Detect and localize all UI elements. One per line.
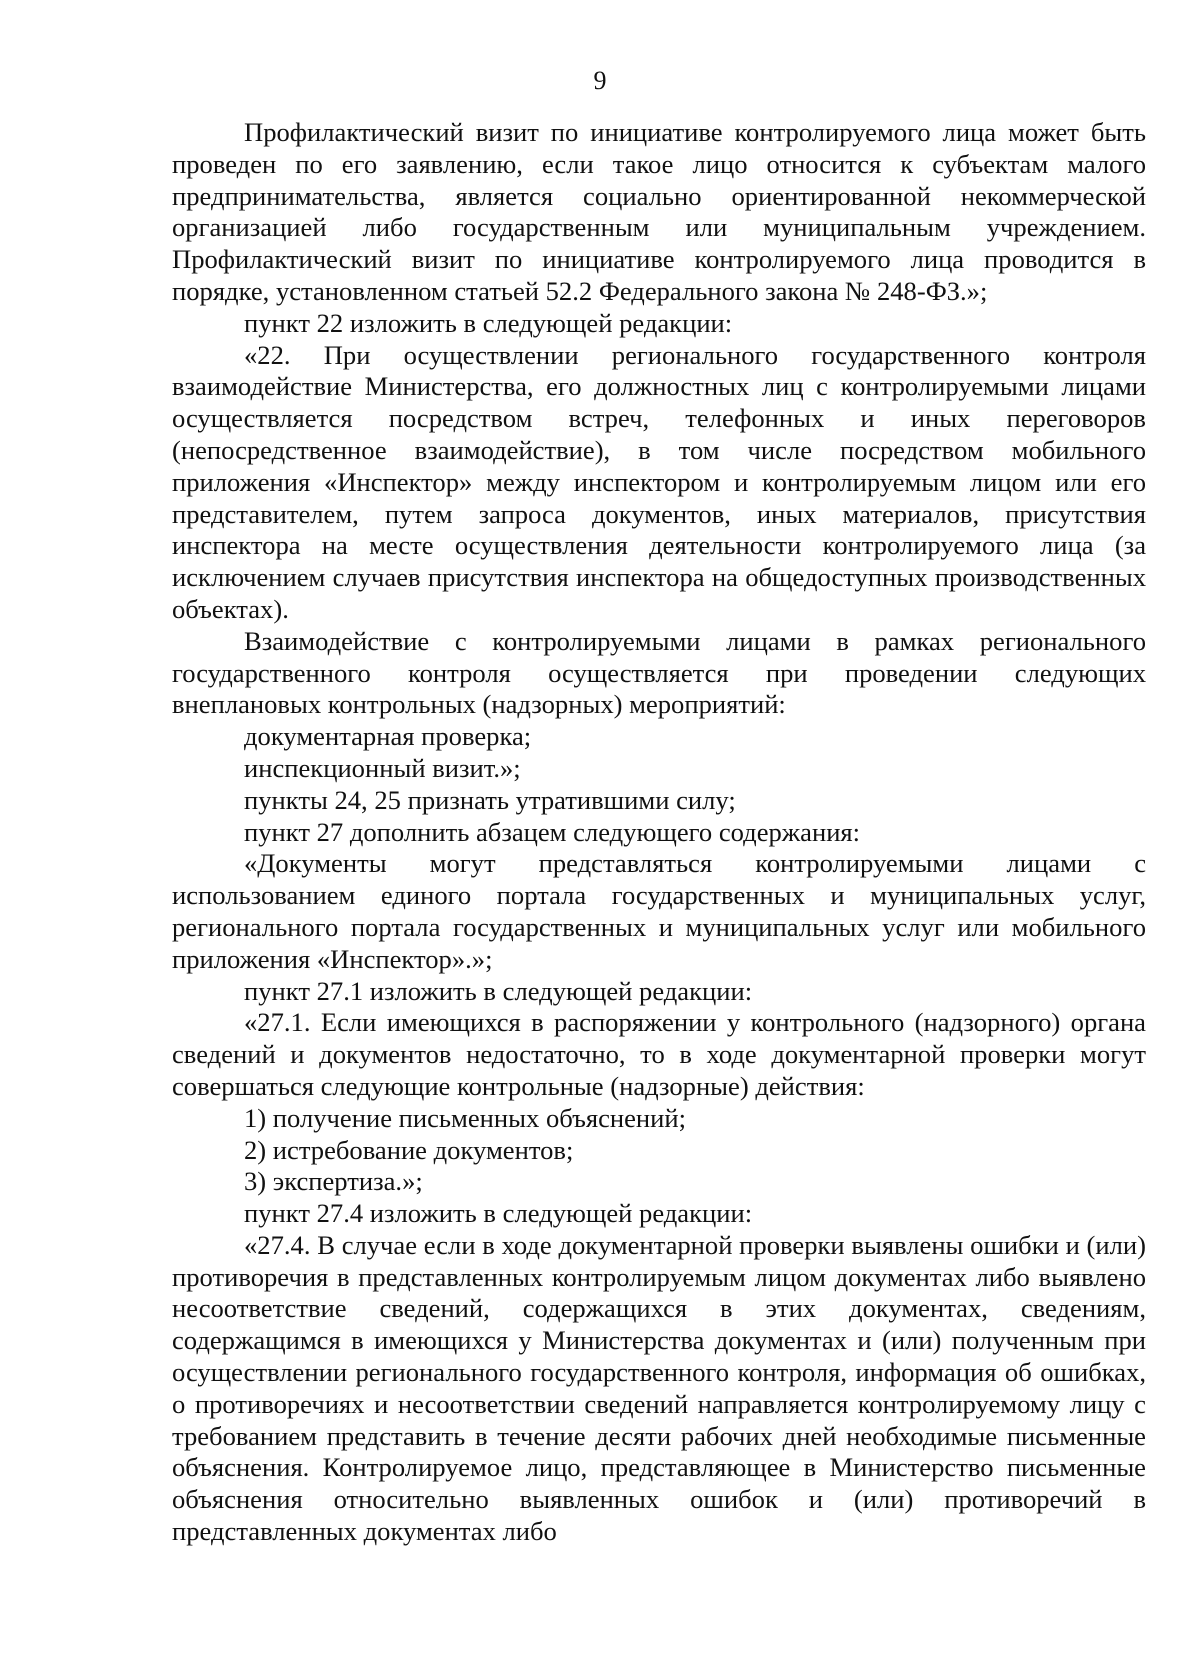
paragraph-item-27-4-text: «27.4. В случае если в ходе документарной проверки выявлены ошибки и (или) противоречия в представленных контролируемым лицом документах либо выявлено несоответствие сведений, содержащихся в этих документах, сведениям, содержащимся в имеющихся у Министерства документах и (или) полученным при осуществлении регионального государственного контроля, информация об ошибках, о противоречиях и несоответствии сведений направляется контролируемому лицу с требованием представить в течение десяти рабочих дней необходимые письменные объяснения. Контролируемое лицо, представляющее в Министерство письменные объяснения относительно выявленных ошибок и (или) противоречий в представленных документах либо (172, 1229, 1146, 1547)
list-item-document-request: 2) истребование документов; (244, 1134, 574, 1165)
page-number: 9 (593, 66, 607, 95)
paragraph-item-22-intro: пункт 22 изложить в следующей редакции: (244, 307, 733, 338)
paragraph-item-22-text: «22. При осуществлении регионального государственного контроля взаимодействие Министерства, его должностных лиц с контролируемыми лицами осуществляется посредством встреч, телефонных и иных переговоров (непосредственное взаимодействие), в том числе посредством мобильного приложения «Инспектор» между инспектором и контролируемым лицом или его представителем, путем запроса документов, иных материалов, присутствия инспектора на месте осуществления деятельности контролируемого лица (за исключением случаев присутствия инспектора на общедоступных производственных объектах). (172, 339, 1146, 624)
paragraph-interaction: Взаимодействие с контролируемыми лицами в рамках регионального государственного контроля осуществляется при проведении следующих внеплановых контрольных (надзорных) мероприятий: (172, 625, 1146, 720)
paragraph-item-27-1-intro: пункт 27.1 изложить в следующей редакции: (244, 975, 753, 1006)
list-item-inspection-visit: инспекционный визит.»; (244, 752, 521, 783)
document-body (172, 117, 1146, 1548)
paragraph-item-27-intro: пункт 27 дополнить абзацем следующего содержания: (244, 816, 861, 847)
list-item-documentary-check: документарная проверка; (244, 721, 532, 752)
paragraph-items-24-25: пункты 24, 25 признать утратившими силу; (244, 784, 736, 815)
paragraph-item-27-1-text: «27.1. Если имеющихся в распоряжении у контрольного (надзорного) органа сведений и документов недостаточно, то в ходе документарной проверки могут совершаться следующие контрольные (надзорные) действия: (172, 1007, 1146, 1101)
paragraph-preventive-visit: Профилактический визит по инициативе контролируемого лица может быть проведен по его заявлению, если такое лицо относится к субъектам малого предпринимательства, является социально ориентированной некоммерческой организацией либо государственным или муниципальным учреждением. Профилактический визит по инициативе контролируемого лица проводится в порядке, установленном статьей 52.2 Федерального закона № 248-ФЗ.»; (172, 117, 1146, 306)
paragraph-item-27-text: «Документы могут представляться контролируемыми лицами с использованием единого портала государственных и муниципальных услуг, регионального портала государственных и муниципальных услуг или мобильного приложения «Инспектор».»; (172, 848, 1146, 974)
list-item-written-explanations: 1) получение письменных объяснений; (244, 1102, 687, 1133)
list-item-expertise: 3) экспертиза.»; (244, 1166, 423, 1197)
paragraph-item-27-4-intro: пункт 27.4 изложить в следующей редакции: (244, 1198, 753, 1229)
